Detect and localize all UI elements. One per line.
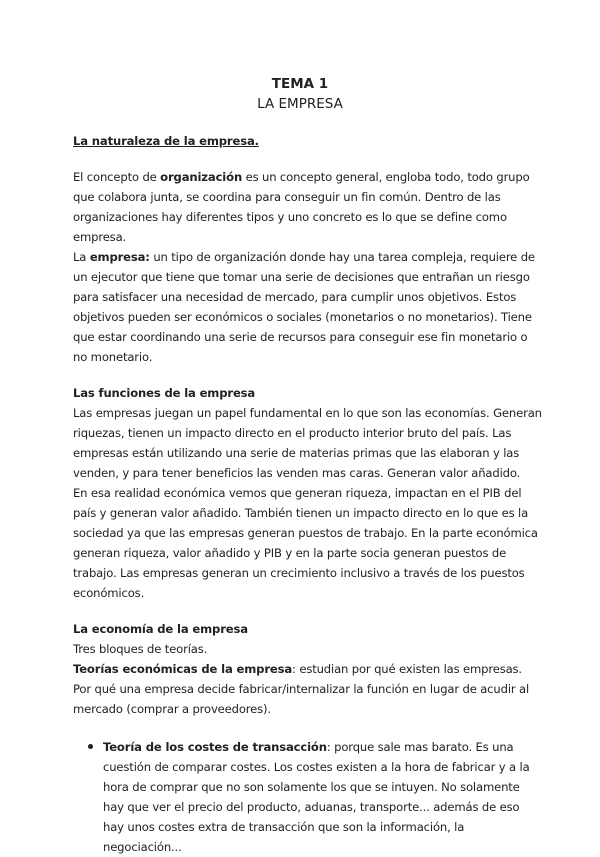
paragraph-funciones-1: Las empresas juegan un papel fundamental en lo que son las economías. Generan riquezas, tienen un impacto directo en el producto interior bruto del país. Las empresas están utilizando una serie de materias primas que las elaboran y las venden, y para tener beneficios las venden mas caras. Generan valor añadido. (73, 406, 542, 480)
document-body (73, 131, 543, 857)
list-item (73, 737, 543, 857)
term-organizacion: organización (160, 170, 243, 184)
paragraph-bloques: Tres bloques de teorías. (73, 642, 208, 656)
section-heading-naturaleza (73, 131, 543, 151)
section-heading-naturaleza-text: La naturaleza de la empresa. (73, 134, 259, 148)
paragraph-organizacion-post: es un concepto general, engloba todo, todo grupo que colabora junta, se coordina para conseguir un fin común. Dentro de las organizaciones hay diferentes tipos y uno concreto es lo que se define como empresa. (73, 170, 530, 244)
paragraph-empresa-post: un tipo de organización donde hay una tarea compleja, requiere de un ejecutor que tiene que tomar una serie de decisiones que entrañan un riesgo para satisfacer una necesidad de mercado, para cumplir unos objetivos. Estos objetivos pueden ser económicos o sociales (monetarios o no monetarios). Tiene que estar coordinando una serie de recursos para conseguir ese fin monetario o no monetario. (73, 250, 535, 364)
list-item-text: : porque sale mas barato. Es una cuestión de comparar costes. Los costes existen a la hora de fabricar y a la hora de comprar que no son solamente los que se intuyen. No solamente hay que ver el precio del producto, aduanas, transporte... además de eso hay unos costes extra de transacción que son la información, la negociación... (103, 740, 530, 854)
paragraph-organizacion-pre: El concepto de (73, 170, 161, 184)
paragraph-funciones-2: En esa realidad económica vemos que generan riqueza, impactan en el PIB del país y generan valor añadido. También tienen un impacto directo en lo que es la sociedad ya que las empresas generan puestos de trabajo. En la parte económica generan riqueza, valor añadido y PIB y en la parte socia generan puestos de trabajo. Las empresas generan un crecimiento inclusivo a través de los puestos económicos. (73, 486, 538, 600)
paragraph-teorias-post: : estudian por qué existen las empresas. Por qué una empresa decide fabricar/internalizar la función en lugar de acudir al mercado (comprar a proveedores). (73, 662, 530, 716)
paragraph-empresa-pre: La (73, 250, 90, 264)
bullet-icon (88, 744, 93, 749)
term-costes-transaccion: Teoría de los costes de transacción (103, 740, 327, 754)
paragraph-organizacion (73, 167, 543, 247)
section-heading-funciones (73, 383, 543, 403)
document-title: TEMA 1 (271, 76, 329, 92)
paragraph-empresa (73, 247, 543, 367)
paragraph-teorias (73, 659, 543, 719)
section-heading-economia (73, 619, 543, 639)
term-empresa: empresa: (89, 250, 150, 264)
section-heading-economia-text: La economía de la empresa (73, 622, 248, 636)
section-heading-funciones-text: Las funciones de la empresa (73, 386, 256, 400)
term-teorias-economicas: Teorías económicas de la empresa (73, 662, 293, 676)
document-subtitle: LA EMPRESA (257, 96, 343, 112)
